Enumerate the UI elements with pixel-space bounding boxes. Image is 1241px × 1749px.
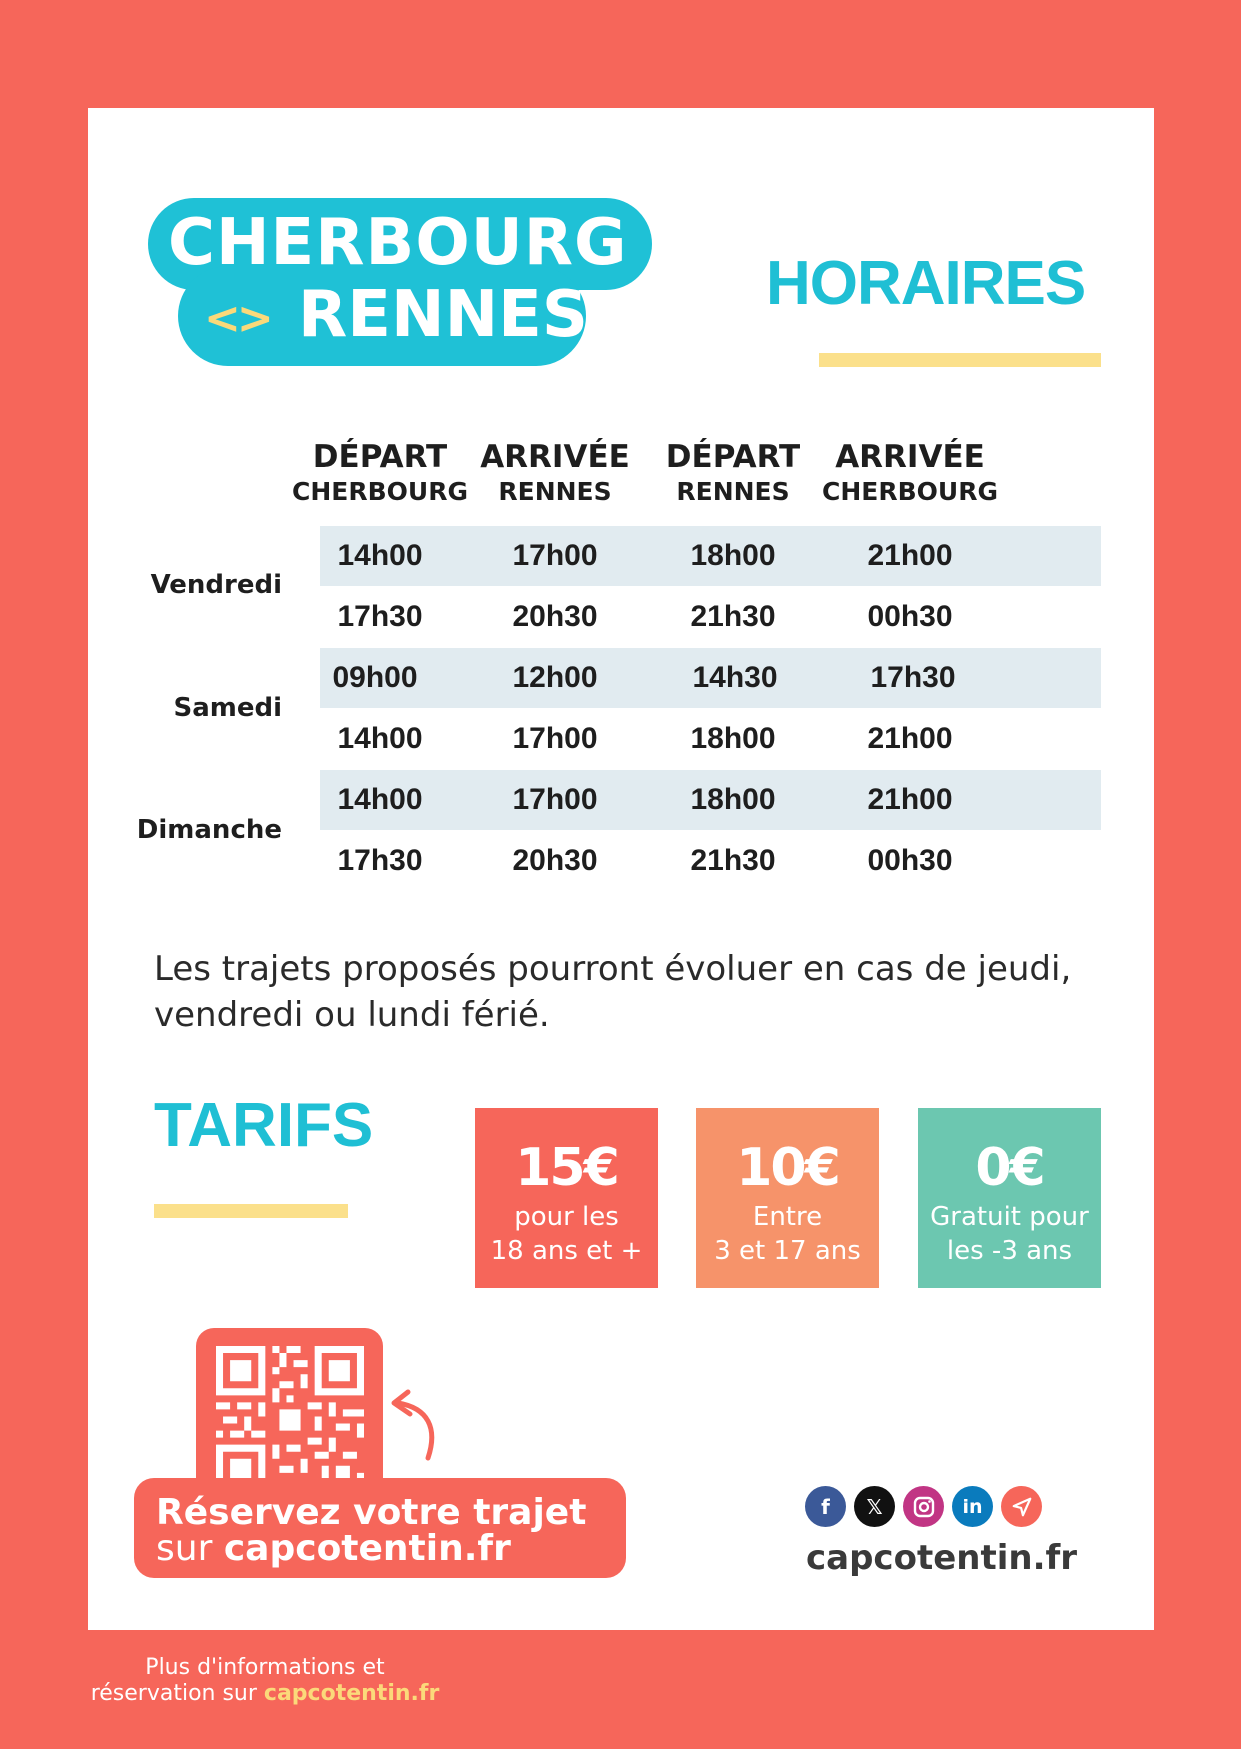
instagram-icon[interactable] — [903, 1486, 944, 1527]
day-dimanche: Dimanche — [136, 815, 282, 845]
footer-line2: réservation sur capcotentin.fr — [90, 1681, 440, 1706]
header-arrivee-rennes: ARRIVÉE RENNES — [480, 439, 630, 506]
time-cell: 14h00 — [337, 783, 423, 816]
logo-arrows: <> — [204, 293, 270, 344]
time-cell: 21h00 — [867, 722, 953, 755]
time-cell: 17h30 — [337, 844, 423, 877]
day-samedi: Samedi — [173, 693, 282, 723]
price-desc-line2: les -3 ans — [946, 1236, 1073, 1266]
reserve-box[interactable] — [134, 1478, 626, 1578]
time-cell: 18h00 — [690, 722, 776, 755]
logo-cherbourg: CHERBOURG — [168, 206, 628, 280]
time-cell: 00h30 — [867, 600, 953, 633]
reserve-line2: sur capcotentin.fr — [156, 1528, 511, 1569]
time-cell: 20h30 — [512, 600, 598, 633]
tarifs-title: TARIFS — [154, 1091, 374, 1160]
time-cell: 20h30 — [512, 844, 598, 877]
time-cell: 17h00 — [512, 539, 598, 572]
qr-code[interactable] — [216, 1346, 364, 1494]
horaires-title: HORAIRES — [766, 249, 1086, 318]
curved-arrow-icon — [388, 1388, 458, 1468]
footer-line1: Plus d'informations et — [145, 1655, 385, 1680]
time-cell: 14h00 — [337, 539, 423, 572]
day-vendredi: Vendredi — [150, 570, 282, 600]
header-depart-rennes: DÉPART RENNES — [665, 439, 801, 506]
price-desc-line1: Gratuit pour — [930, 1202, 1089, 1232]
time-cell: 21h30 — [690, 600, 776, 633]
tarifs-underline — [154, 1204, 348, 1218]
time-cell: 21h00 — [867, 539, 953, 572]
price-box-child — [696, 1108, 879, 1288]
price-amount: 15€ — [515, 1138, 618, 1198]
time-cell: 17h30 — [337, 600, 423, 633]
time-cell: 17h00 — [512, 783, 598, 816]
header-arrivee-cherbourg: ARRIVÉE CHERBOURG — [822, 439, 998, 506]
price-desc-line1: pour les — [514, 1202, 619, 1232]
logo-rennes: RENNES — [298, 278, 588, 352]
price-amount: 0€ — [975, 1138, 1044, 1198]
reserve-link[interactable]: capcotentin.fr — [223, 1528, 511, 1569]
cherbourg-rennes-logo — [148, 198, 648, 370]
time-cell: 21h30 — [690, 844, 776, 877]
send-icon[interactable] — [1001, 1486, 1042, 1527]
time-cell: 21h00 — [867, 783, 953, 816]
time-cell: 18h00 — [690, 539, 776, 572]
price-desc-line2: 3 et 17 ans — [714, 1236, 861, 1266]
time-cell: 14h00 — [337, 722, 423, 755]
schedule-note: Les trajets proposés pourront évoluer en cas de jeudi, vendredi ou lundi férié. — [154, 949, 1072, 1035]
time-cell: 17h30 — [870, 661, 956, 694]
linkedin-icon[interactable]: in — [952, 1486, 993, 1527]
footer-info — [0, 1655, 530, 1707]
footer-link[interactable]: capcotentin.fr — [263, 1681, 440, 1706]
header-depart-cherbourg: DÉPART CHERBOURG — [292, 439, 468, 506]
reserve-line1: Réservez votre trajet — [156, 1492, 587, 1533]
site-link[interactable]: capcotentin.fr — [806, 1538, 1078, 1578]
facebook-icon[interactable]: f — [805, 1486, 846, 1527]
time-cell: 18h00 — [690, 783, 776, 816]
horaires-underline — [819, 353, 1101, 367]
time-cell: 12h00 — [512, 661, 598, 694]
price-desc-line2: 18 ans et + — [490, 1236, 643, 1266]
price-desc-line1: Entre — [752, 1202, 823, 1232]
price-box-infant — [918, 1108, 1101, 1288]
x-twitter-icon[interactable]: 𝕏 — [854, 1486, 895, 1527]
price-box-adult — [475, 1108, 658, 1288]
price-amount: 10€ — [736, 1138, 839, 1198]
time-cell: 00h30 — [867, 844, 953, 877]
time-cell: 09h00 — [332, 661, 418, 694]
time-cell: 14h30 — [692, 661, 778, 694]
poster-card — [88, 108, 1154, 1630]
time-cell: 17h00 — [512, 722, 598, 755]
